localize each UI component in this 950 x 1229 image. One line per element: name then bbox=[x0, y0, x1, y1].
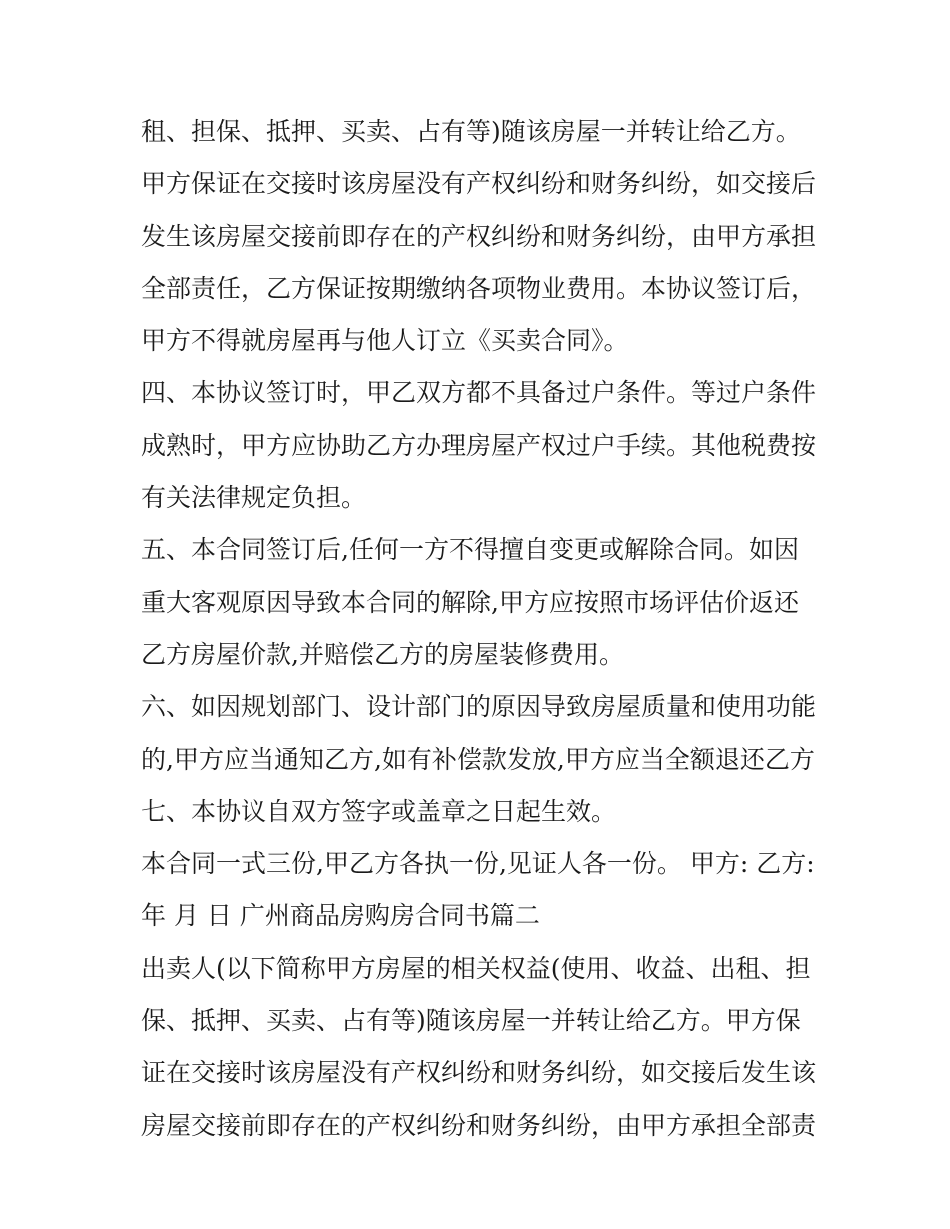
text-line: 有关法律规定负担。 bbox=[141, 483, 367, 513]
text-line: 保、抵押、买卖、占有等)随该房屋一并转让给乙方。甲方保 bbox=[141, 1006, 801, 1036]
text-line: 甲方保证在交接时该房屋没有产权纠纷和财务纠纷，如交接后 bbox=[141, 169, 817, 199]
text-line: 六、如因规划部门、设计部门的原因导致房屋质量和使用功能 bbox=[141, 692, 817, 722]
text-line: 出卖人(以下简称甲方房屋的相关权益(使用、收益、出租、担 bbox=[141, 953, 811, 983]
text-line: 乙方房屋价款,并赔偿乙方的房屋装修费用。 bbox=[141, 639, 624, 669]
text-line: 成熟时，甲方应协助乙方办理房屋产权过户手续。其他税费按 bbox=[141, 430, 817, 460]
text-line: 证在交接时该房屋没有产权纠纷和财务纠纷，如交接后发生该 bbox=[141, 1058, 817, 1088]
text-line: 的,甲方应当通知乙方,如有补偿款发放,甲方应当全额退还乙方 bbox=[141, 744, 815, 774]
text-line: 全部责任，乙方保证按期缴纳各项物业费用。本协议签订后， bbox=[141, 273, 817, 303]
text-line: 年 月 日 广州商品房购房合同书篇二 bbox=[141, 901, 540, 931]
document-body bbox=[141, 110, 821, 1156]
text-line: 四、本协议签订时，甲乙双方都不具备过户条件。等过户条件 bbox=[141, 378, 817, 408]
text-line: 五、本合同签订后,任何一方不得擅自变更或解除合同。如因 bbox=[141, 535, 799, 565]
text-line: 七、本协议自双方签字或盖章之日起生效。 bbox=[141, 796, 617, 826]
text-line: 甲方不得就房屋再与他人订立《买卖合同》。 bbox=[141, 326, 629, 356]
text-line: 本合同一式三份,甲乙方各执一份,见证人各一份。 甲方: 乙方: bbox=[141, 849, 815, 879]
text-line: 房屋交接前即存在的产权纠纷和财务纠纷，由甲方承担全部责 bbox=[141, 1110, 817, 1140]
text-line: 发生该房屋交接前即存在的产权纠纷和财务纠纷，由甲方承担 bbox=[141, 221, 817, 251]
text-line: 重大客观原因导致本合同的解除,甲方应按照市场评估价返还 bbox=[141, 587, 799, 617]
text-line: 租、担保、抵押、买卖、占有等)随该房屋一并转让给乙方。 bbox=[141, 117, 801, 146]
